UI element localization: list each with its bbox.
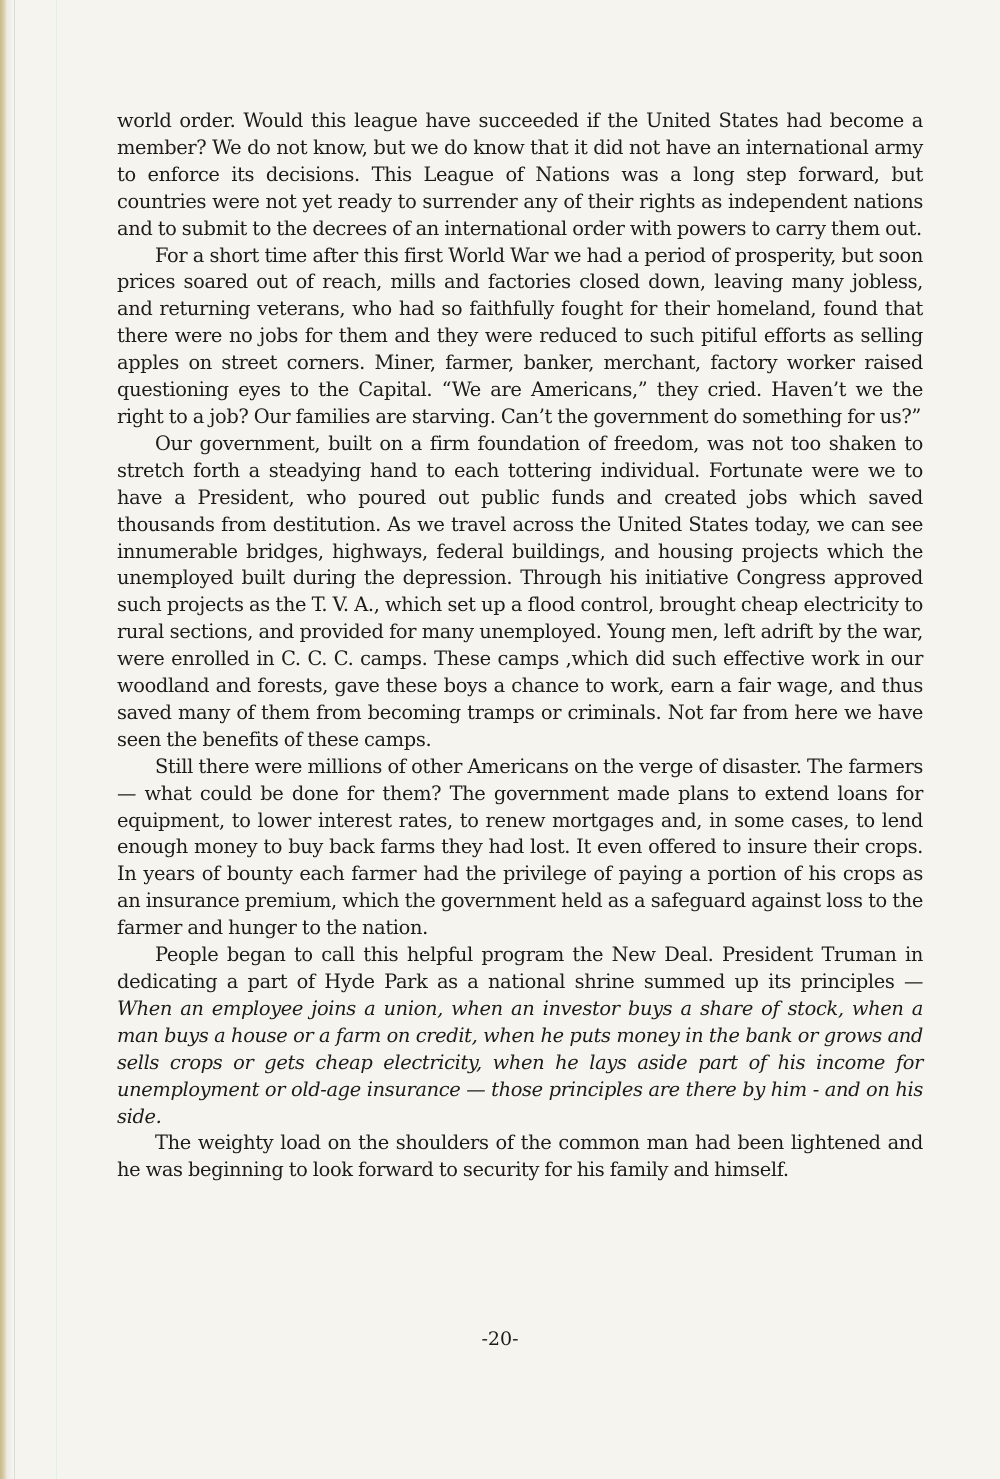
paragraph-league-of-nations: world order. Would this league have succeeded if the United States had become a member? We do not know, but we do know that it did not have an international army to enforce its decisions. This League of Nations was a long step forward, but countries were not yet ready to surrender any of their rights as independent nations and to submit to the decrees of an international order with powers to carry them out. — [117, 109, 923, 240]
paragraph-conclusion: The weighty load on the shoulders of the common man had been lightened and he was beginning to look forward to security for his family and himself. — [117, 1131, 923, 1182]
new-deal-intro-text: People began to call this helpful program the New Deal. President Truman in dedicating a part of Hyde Park as a national shrine summed up its principles — — [117, 943, 923, 993]
scan-artifact-line — [56, 0, 57, 1479]
page-edge-line — [14, 0, 15, 1479]
paragraph-government-relief: Our government, built on a firm foundation of freedom, was not too shaken to stretch forth a steadying hand to each tottering individual. Fortunate were we to have a President, who poured out public funds and created jobs which saved thousands from destitution. As we travel across the United States today, we can see innumerable bridges, highways, federal buildings, and housing projects which the unemployed built during the depression. Through his initiative Congress approved such projects as the T. V. A., which set up a flood control, brought cheap electricity to rural sections, and provided for many unemployed. Young men, left adrift by the war, were enrolled in C. C. C. camps. These camps ,which did such effective work in our woodland and forests, gave these boys a chance to work, earn a fair wage, and thus saved many of them from becoming tramps or criminals. Not far from here we have seen the benefits of these camps. — [117, 431, 923, 751]
paragraph-post-war-depression: For a short time after this first World War we had a period of prosperity, but soon prices soared out of reach, mills and factories closed down, leaving many jobless, and returning veterans, who had so faithfully fought for their homeland, found that there were no jobs for them and they were reduced to such pitiful efforts as selling apples on street corners. Miner, farmer, banker, merchant, factory worker raised questioning eyes to the Capital. “We are Americans,” they cried. Haven’t we the right to a job? Our families are starving. Can’t the government do something for us?” — [117, 243, 923, 428]
paragraph-farmers-aid: Still there were millions of other Americans on the verge of disaster. The farmers — what could be done for them? The government made plans to extend loans for equipment, to lower interest rates, to renew mortgages and, in some cases, to lend enough money to buy back farms they had lost. It even offered to insure their crops. In years of bounty each farmer had the privilege of paying a portion of his crops as an insurance premium, which the government held as a safeguard against loss to the farmer and hunger to the nation. — [117, 754, 923, 940]
paragraph-new-deal — [117, 942, 923, 1130]
document-body — [117, 108, 923, 1184]
page-binding-edge — [0, 0, 12, 1479]
page-number: -20- — [481, 1328, 519, 1350]
truman-quote: When an employee joins a union, when an investor buys a share of stock, when a man buys a house or a farm on credit, when he puts money in the bank or grows and sells crops or gets cheap electricity, when he lays aside part of his income for unemployment or old-age insurance — those principles are there by him - and on his side. — [117, 996, 923, 1128]
